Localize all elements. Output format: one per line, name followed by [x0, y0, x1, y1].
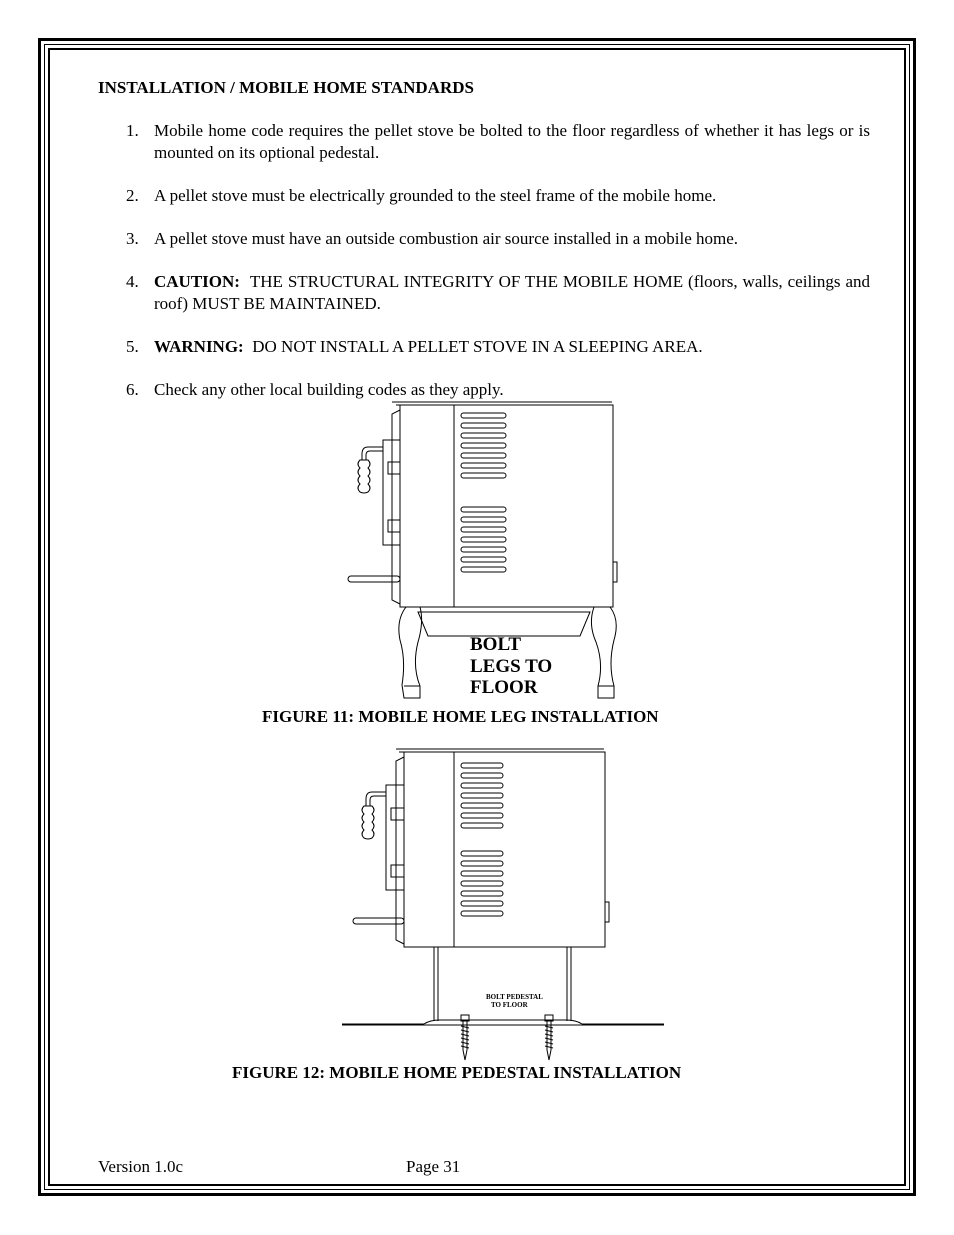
list-item-number: 4. — [126, 272, 139, 291]
figure-11-caption: FIGURE 11: MOBILE HOME LEG INSTALLATION — [262, 707, 659, 726]
list-item-text: DO NOT INSTALL A PELLET STOVE IN A SLEEPING AREA. — [252, 337, 703, 356]
list-item-text: A pellet stove must have an outside combustion air source installed in a mobile home. — [154, 229, 739, 248]
list-item-text: Mobile home code requires the pellet stove be bolted to the floor regardless of whether it has legs or is mounted on its optional pedestal. — [154, 121, 870, 162]
list-item-number: 5. — [126, 337, 139, 356]
figure-11-label-line: FLOOR — [470, 677, 538, 698]
list-item-number: 6. — [126, 380, 139, 399]
warning-label: WARNING: — [154, 337, 244, 356]
figure-12-label-line: BOLT PEDESTAL — [486, 993, 543, 1001]
footer-version: Version 1.0c — [98, 1157, 183, 1176]
figure-12-caption: FIGURE 12: MOBILE HOME PEDESTAL INSTALLATION — [232, 1063, 682, 1082]
list-item-text: THE STRUCTURAL INTEGRITY OF THE MOBILE HOME (floors, walls, ceilings and roof) MUST BE MAINTAINED. — [154, 272, 870, 313]
footer-page-number: Page 31 — [406, 1157, 461, 1176]
list-item-number: 1. — [126, 121, 139, 140]
figure-11-label-line: LEGS TO — [470, 655, 553, 677]
figure-12-label-line: TO FLOOR — [491, 1001, 528, 1009]
list-item-text: Check any other local building codes as they apply. — [154, 380, 504, 399]
caution-label: CAUTION: — [154, 272, 240, 291]
list-item-text: A pellet stove must be electrically grounded to the steel frame of the mobile home. — [154, 186, 717, 205]
list-item-number: 3. — [126, 229, 139, 248]
section-heading: INSTALLATION / MOBILE HOME STANDARDS — [98, 78, 474, 97]
figure-11-label-line: BOLT — [470, 634, 522, 655]
list-item-number: 2. — [126, 186, 139, 205]
